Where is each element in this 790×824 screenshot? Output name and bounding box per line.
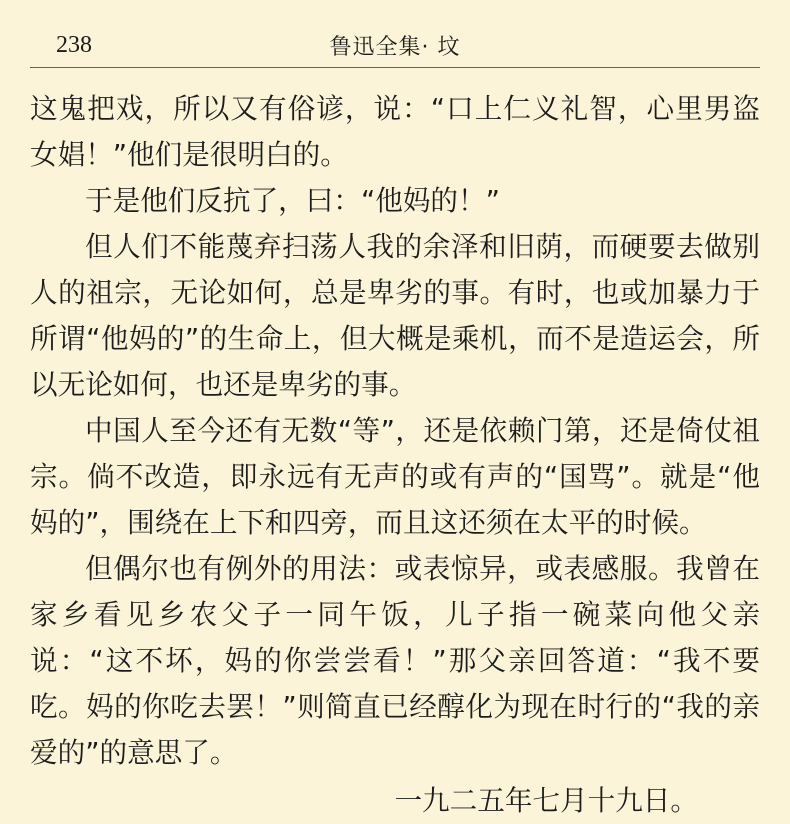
paragraph: 但偶尔也有例外的用法：或表惊异，或表感服。我曾在家乡看见乡农父子一同午饭，儿子指一碗菜向他父亲说：“这不坏，妈的你尝尝看！”那父亲回答道：“我不要吃。妈的你吃去罢！”则简直已经醇化为现在时行的“我的亲爱的”的意思了。 [30, 552, 760, 769]
page-header [30, 22, 760, 68]
header-rule [30, 67, 760, 68]
date-line: 一九二五年七月十九日。 [394, 784, 698, 817]
paragraph: 但人们不能蔑弃扫荡人我的余泽和旧荫，而硬要去做别人的祖宗，无论如何，总是卑劣的事。有时，也或加暴力于所谓“他妈的”的生命上，但大概是乘机，而不是造运会，所以无论如何，也还是卑劣的事。 [30, 230, 760, 401]
paragraph: 中国人至今还有无数“等”，还是依赖门第，还是倚仗祖宗。倘不改造，即永远有无声的或有声的“国骂”。就是“他妈的”，围绕在上下和四旁，而且这还须在太平的时候。 [30, 414, 760, 539]
paragraph-continued: 这鬼把戏，所以又有俗谚，说：“口上仁义礼智，心里男盗女娼！”他们是很明白的。 [30, 92, 760, 171]
body-text [30, 86, 760, 824]
paragraph: 于是他们反抗了，曰：“他妈的！” [85, 184, 500, 217]
running-title: 鲁迅全集· 坟 [329, 35, 461, 60]
page-number: 238 [56, 32, 92, 58]
